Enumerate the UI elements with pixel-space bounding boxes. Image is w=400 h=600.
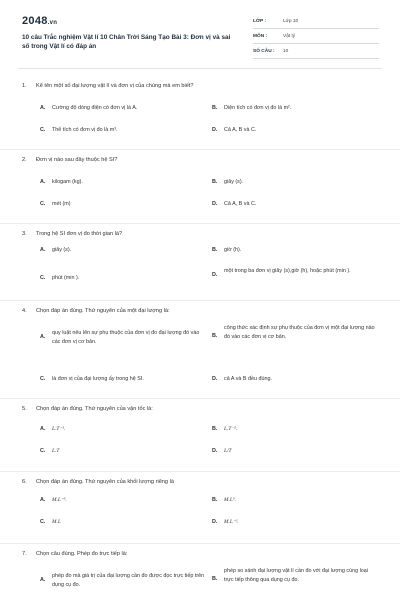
question-text: Chọn câu đúng. Phép đo trực tiếp là:	[36, 551, 128, 557]
option-text: phép đo mà giá trị của đại lượng cần đo được đọc trực tiếp trên dụng cụ đo.	[52, 573, 205, 588]
question-6	[0, 472, 400, 544]
option-text: M.L⁻².	[224, 519, 239, 525]
option-letter: C.	[40, 201, 46, 207]
option-a[interactable]	[40, 104, 207, 113]
logo-suffix: .vn	[47, 20, 58, 26]
option-text: Cả A, B và C.	[224, 201, 257, 207]
option-text: M.L⁻³.	[52, 497, 67, 503]
option-letter: A.	[40, 497, 46, 503]
option-b[interactable]	[212, 324, 379, 341]
question-2	[0, 150, 400, 224]
option-letter: B.	[212, 105, 218, 111]
option-a[interactable]	[40, 329, 207, 346]
page-title: 10 câu Trắc nghiệm Vật lí 10 Chân Trời Sáng Tạo Bài 3: Đơn vị và sai số trong Vật lí có đáp án	[22, 34, 231, 50]
question-1	[0, 76, 400, 150]
option-letter: A.	[40, 577, 46, 583]
worksheet-header	[0, 0, 400, 66]
question-text: Trong hệ SI đơn vị đo thời gian là?	[36, 231, 123, 237]
option-text: phút (min ).	[52, 275, 80, 281]
option-text: quy luật nêu lên sự phụ thuộc của đơn vị đo đại lượng đó vào các đơn vị cơ bản.	[52, 330, 200, 345]
option-text: L.T⁻².	[224, 426, 238, 432]
option-letter: B.	[212, 333, 218, 339]
option-a[interactable]	[40, 246, 207, 255]
question-3	[0, 224, 400, 301]
header-divider	[18, 68, 382, 69]
option-b[interactable]	[212, 567, 379, 584]
question-stem	[22, 83, 194, 89]
question-5	[0, 399, 400, 472]
meta-key: LỚP :	[253, 18, 267, 24]
option-c[interactable]	[40, 447, 207, 456]
question-stem	[22, 551, 127, 557]
meta-value: 10	[283, 48, 289, 54]
option-c[interactable]	[40, 126, 207, 135]
option-text: phép so sánh đại lượng vật lí cần đo với đại lượng cùng loại trực tiếp thông qua dụng cụ đo.	[224, 568, 368, 583]
option-letter: A.	[40, 334, 46, 340]
option-d[interactable]	[212, 267, 379, 280]
option-text: L.T	[52, 448, 60, 454]
meta-table	[253, 14, 379, 59]
option-letter: D.	[212, 272, 218, 278]
question-stem	[22, 231, 122, 237]
logo-text: 2048	[22, 15, 48, 27]
option-text: M.L³.	[224, 497, 236, 503]
option-b[interactable]	[212, 425, 379, 434]
question-text: Chọn đáp án đúng. Thứ nguyên của một đại lượng là:	[36, 308, 170, 314]
option-c[interactable]	[40, 200, 207, 209]
site-logo[interactable]	[22, 15, 57, 27]
option-letter: B.	[212, 426, 218, 432]
option-a[interactable]	[40, 572, 207, 589]
option-c[interactable]	[40, 274, 207, 283]
option-b[interactable]	[212, 246, 379, 255]
option-a[interactable]	[40, 425, 207, 434]
question-4	[0, 301, 400, 399]
option-c[interactable]	[40, 375, 207, 384]
option-d[interactable]	[212, 126, 379, 135]
option-letter: A.	[40, 179, 46, 185]
option-letter: C.	[40, 448, 46, 454]
option-c[interactable]	[40, 518, 207, 527]
option-letter: B.	[212, 247, 218, 253]
option-letter: A.	[40, 426, 46, 432]
option-letter: D.	[212, 519, 218, 525]
question-stem	[22, 308, 170, 314]
option-text: Cường độ dòng điện có đơn vị là A.	[52, 105, 138, 111]
question-number: 3.	[22, 231, 27, 237]
meta-row-class	[253, 14, 379, 29]
option-letter: C.	[40, 519, 46, 525]
option-b[interactable]	[212, 178, 379, 187]
question-number: 7.	[22, 551, 27, 557]
option-text: Thể tích có đơn vị đo là m³.	[52, 127, 118, 133]
question-text: Kể tên một số đại lượng vật lí và đơn vị của chúng mà em biết?	[36, 83, 194, 89]
question-7	[0, 544, 400, 600]
option-text: Diện tích có đơn vị đo là m².	[224, 105, 292, 111]
meta-row-count	[253, 44, 379, 59]
meta-key: SỐ CÂU :	[253, 48, 275, 54]
option-letter: B.	[212, 179, 218, 185]
meta-value: Lớp 10	[283, 18, 299, 24]
option-letter: B.	[212, 576, 218, 582]
option-d[interactable]	[212, 200, 379, 209]
question-text: Chọn đáp án đúng. Thứ nguyên của khối lượng riêng là	[36, 479, 174, 485]
option-text: giờ (h).	[224, 247, 242, 253]
question-number: 5.	[22, 406, 27, 412]
option-d[interactable]	[212, 447, 379, 456]
option-letter: D.	[212, 448, 218, 454]
option-a[interactable]	[40, 496, 207, 505]
question-number: 6.	[22, 479, 27, 485]
option-letter: C.	[40, 376, 46, 382]
meta-key: MÔN :	[253, 33, 268, 39]
option-text: là đơn vị của đại lượng ấy trong hệ SI.	[52, 376, 144, 382]
option-letter: A.	[40, 247, 46, 253]
question-stem	[22, 157, 117, 163]
question-number: 1.	[22, 83, 27, 89]
option-text: giây (s).	[224, 179, 244, 185]
option-letter: A.	[40, 105, 46, 111]
option-letter: D.	[212, 376, 218, 382]
question-number: 2.	[22, 157, 27, 163]
question-number: 4.	[22, 308, 27, 314]
option-text: công thức xác định sự phụ thuộc của đơn vị một đại lượng nào đó vào các đơn vị cơ bản.	[224, 325, 375, 340]
option-b[interactable]	[212, 104, 379, 113]
question-stem	[22, 406, 153, 412]
option-text: L/T	[224, 448, 232, 454]
option-text: kilogam (kg).	[52, 179, 83, 185]
option-d[interactable]	[212, 375, 379, 384]
meta-row-subject	[253, 29, 379, 44]
option-letter: D.	[212, 127, 218, 133]
option-text: một trong ba đơn vị giây (s),giờ (h), hoặc phút (min ).	[224, 268, 351, 274]
question-text: Chọn đáp án đúng. Thứ nguyên của vận tốc là:	[36, 406, 153, 412]
option-letter: B.	[212, 497, 218, 503]
option-letter: C.	[40, 127, 46, 133]
question-text: Đơn vị nào sau đây thuộc hệ SI?	[36, 157, 118, 163]
option-b[interactable]	[212, 496, 379, 505]
option-a[interactable]	[40, 178, 207, 187]
option-text: Cả A, B và C.	[224, 127, 257, 133]
option-text: M.L	[52, 519, 61, 525]
option-text: giây (s).	[52, 247, 72, 253]
question-stem	[22, 479, 174, 485]
option-letter: C.	[40, 275, 46, 281]
option-letter: D.	[212, 201, 218, 207]
option-d[interactable]	[212, 518, 379, 527]
option-text: L.T⁻¹.	[52, 426, 66, 432]
option-text: cả A và B đều đúng.	[224, 376, 272, 382]
meta-value: Vật lý	[283, 33, 295, 39]
option-text: mét (m)	[52, 201, 71, 207]
